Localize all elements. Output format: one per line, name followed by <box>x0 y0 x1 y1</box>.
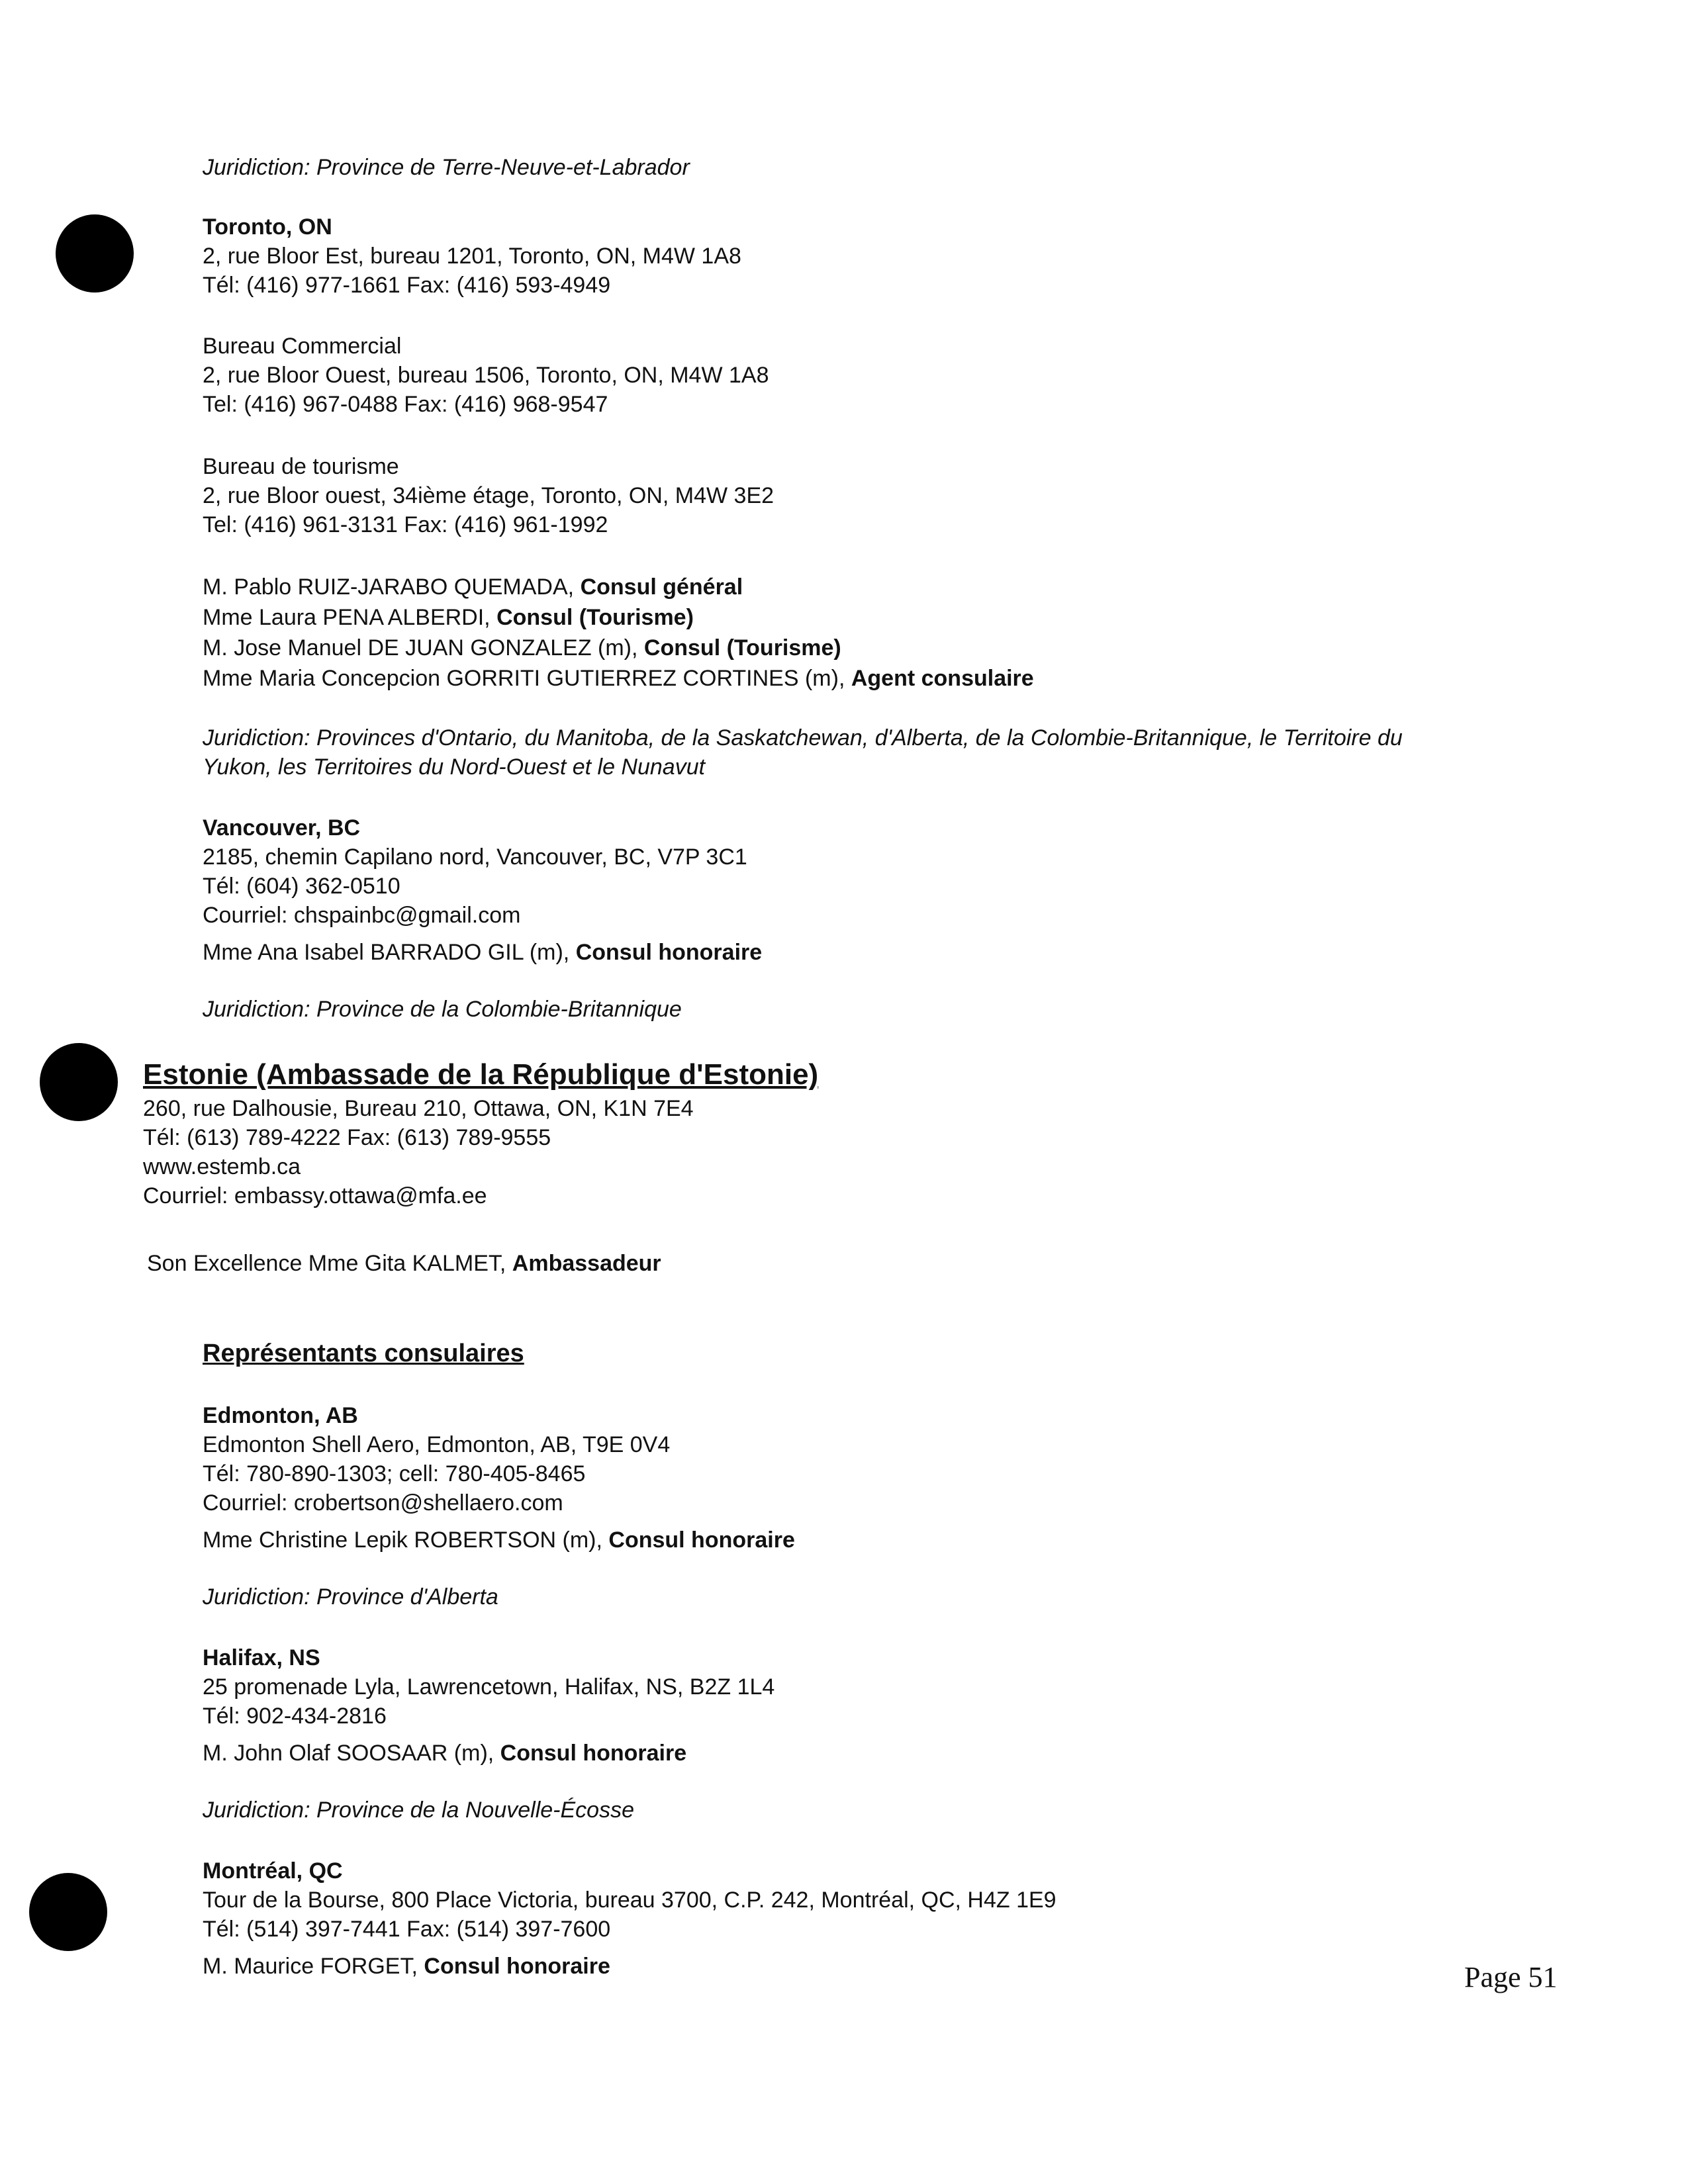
toronto-city: Toronto, ON <box>203 214 332 240</box>
halifax-city: Halifax, NS <box>203 1645 320 1670</box>
punch-hole-middle <box>40 1043 118 1121</box>
official-title: Consul honoraire <box>575 940 763 965</box>
official-name: Son Excellence Mme Gita KALMET, <box>147 1251 506 1276</box>
toronto-phone: Tél: (416) 977-1661 Fax: (416) 593-4949 <box>203 273 611 298</box>
commercial-office-title: Bureau Commercial <box>203 334 402 359</box>
toronto-jurisdiction-line1: Juridiction: Provinces d'Ontario, du Manitoba, de la Saskatchewan, d'Alberta, de la Colombie-Britannique, le Territoire du <box>203 725 1403 751</box>
estonia-embassy-heading: Estonie (Ambassade de la République d'Estonie) <box>143 1058 819 1091</box>
toronto-official-3 <box>203 634 841 662</box>
commercial-office-address: 2, rue Bloor Ouest, bureau 1506, Toronto, ON, M4W 1A8 <box>203 363 769 388</box>
official-title: Consul (Tourisme) <box>643 635 841 660</box>
halifax-phone: Tél: 902-434-2816 <box>203 1704 387 1729</box>
toronto-official-2 <box>203 604 694 631</box>
edmonton-phone: Tél: 780-890-1303; cell: 780-405-8465 <box>203 1461 586 1486</box>
estonia-website: www.estemb.ca <box>143 1154 301 1179</box>
halifax-official <box>203 1739 686 1767</box>
jurisdiction-newfoundland: Juridiction: Province de Terre-Neuve-et-Labrador <box>203 155 690 180</box>
edmonton-address: Edmonton Shell Aero, Edmonton, AB, T9E 0V4 <box>203 1432 671 1457</box>
toronto-jurisdiction-line2: Yukon, les Territoires du Nord-Ouest et le Nunavut <box>203 754 706 780</box>
official-name: M. Jose Manuel DE JUAN GONZALEZ (m), <box>203 635 638 660</box>
estonia-ambassador <box>147 1250 661 1277</box>
official-title: Agent consulaire <box>851 666 1034 691</box>
edmonton-city: Edmonton, AB <box>203 1403 358 1428</box>
commercial-office-phone: Tel: (416) 967-0488 Fax: (416) 968-9547 <box>203 392 608 417</box>
official-name: M. John Olaf SOOSAAR (m), <box>203 1741 494 1766</box>
toronto-official-4 <box>203 664 1034 692</box>
consular-representatives-heading: Représentants consulaires <box>203 1340 524 1367</box>
official-name: Mme Ana Isabel BARRADO GIL (m), <box>203 940 570 965</box>
official-title: Ambassadeur <box>512 1251 661 1276</box>
tourism-office-phone: Tel: (416) 961-3131 Fax: (416) 961-1992 <box>203 512 608 537</box>
estonia-email: Courriel: embassy.ottawa@mfa.ee <box>143 1183 487 1208</box>
official-name: Mme Maria Concepcion GORRITI GUTIERREZ CORTINES (m), <box>203 666 845 691</box>
tourism-office-address: 2, rue Bloor ouest, 34ième étage, Toronto, ON, M4W 3E2 <box>203 483 774 508</box>
official-title: Consul (Tourisme) <box>496 605 694 630</box>
edmonton-official <box>203 1526 795 1554</box>
official-name: Mme Christine Lepik ROBERTSON (m), <box>203 1527 602 1553</box>
estonia-phone: Tél: (613) 789-4222 Fax: (613) 789-9555 <box>143 1125 551 1150</box>
punch-hole-top <box>56 214 134 293</box>
estonia-address: 260, rue Dalhousie, Bureau 210, Ottawa, ON, K1N 7E4 <box>143 1096 694 1121</box>
toronto-address: 2, rue Bloor Est, bureau 1201, Toronto, ON, M4W 1A8 <box>203 244 741 269</box>
vancouver-email: Courriel: chspainbc@gmail.com <box>203 903 521 928</box>
official-name: Mme Laura PENA ALBERDI, <box>203 605 491 630</box>
montreal-official <box>203 1952 610 1980</box>
official-title: Consul général <box>580 574 743 600</box>
montreal-address: Tour de la Bourse, 800 Place Victoria, bureau 3700, C.P. 242, Montréal, QC, H4Z 1E9 <box>203 1888 1056 1913</box>
halifax-address: 25 promenade Lyla, Lawrencetown, Halifax, NS, B2Z 1L4 <box>203 1674 775 1700</box>
vancouver-city: Vancouver, BC <box>203 815 361 841</box>
official-title: Consul honoraire <box>500 1741 687 1766</box>
official-name: M. Pablo RUIZ-JARABO QUEMADA, <box>203 574 575 600</box>
montreal-city: Montréal, QC <box>203 1858 343 1884</box>
official-name: M. Maurice FORGET, <box>203 1954 418 1979</box>
vancouver-jurisdiction: Juridiction: Province de la Colombie-Britannique <box>203 997 682 1022</box>
edmonton-jurisdiction: Juridiction: Province d'Alberta <box>203 1584 498 1610</box>
edmonton-email: Courriel: crobertson@shellaero.com <box>203 1490 563 1516</box>
punch-hole-bottom <box>29 1873 107 1951</box>
vancouver-address: 2185, chemin Capilano nord, Vancouver, BC, V7P 3C1 <box>203 844 747 870</box>
page-number: Page 51 <box>1464 1961 1558 1993</box>
halifax-jurisdiction: Juridiction: Province de la Nouvelle-Écosse <box>203 1797 634 1823</box>
official-title: Consul honoraire <box>424 1954 610 1979</box>
tourism-office-title: Bureau de tourisme <box>203 454 399 479</box>
toronto-official-1 <box>203 573 743 601</box>
official-title: Consul honoraire <box>608 1527 795 1553</box>
vancouver-phone: Tél: (604) 362-0510 <box>203 874 400 899</box>
montreal-phone: Tél: (514) 397-7441 Fax: (514) 397-7600 <box>203 1917 611 1942</box>
vancouver-official <box>203 938 762 966</box>
